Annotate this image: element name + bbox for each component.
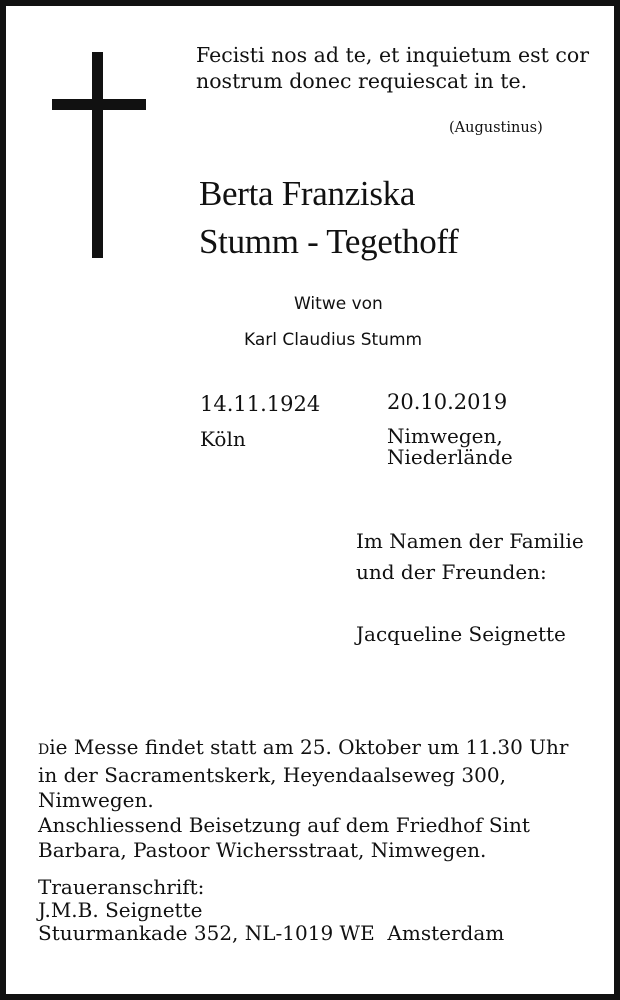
- quote-author: (Augustinus): [449, 120, 543, 136]
- husband-name: Karl Claudius Stumm: [244, 330, 423, 350]
- deceased-name-line2: Stumm - Tegethoff: [199, 222, 459, 261]
- widow-label: Witwe von: [294, 294, 383, 314]
- notice-line1-text: ie Messe findet statt am 25. Oktober um 11.30 Uhr: [49, 735, 569, 759]
- family-line2: und der Freunden:: [356, 560, 547, 584]
- death-place-line1: Nimwegen,: [387, 424, 503, 448]
- mourning-address: [38, 876, 504, 945]
- cross-vertical-bar: [92, 52, 103, 258]
- cross-horizontal-bar: [52, 99, 146, 110]
- funeral-notice: [38, 735, 598, 863]
- quote: [196, 42, 589, 94]
- quote-line: nostrum donec requiescat in te.: [196, 69, 528, 93]
- birth-date: 14.11.1924: [200, 392, 321, 416]
- birth-place: Köln: [200, 427, 246, 451]
- notice-line: Anschliessend Beisetzung auf dem Friedhof Sint: [38, 813, 530, 837]
- death-place: [387, 426, 513, 468]
- notice-line: [38, 735, 598, 763]
- address-street: Stuurmankade 352, NL-1019 WE Amsterdam: [38, 921, 505, 945]
- notice-line: Nimwegen.: [38, 788, 154, 812]
- signatory-name: Jacqueline Seignette: [356, 622, 566, 646]
- quote-line: Fecisti nos ad te, et inquietum est cor: [196, 43, 590, 67]
- notice-initial: D: [38, 742, 50, 758]
- deceased-name: [199, 170, 458, 266]
- address-label: Traueranschrift:: [38, 875, 205, 899]
- death-date: 20.10.2019: [387, 390, 508, 414]
- family-line1: Im Namen der Familie: [356, 529, 584, 553]
- address-name: J.M.B. Seignette: [38, 898, 203, 922]
- family-signoff: [356, 526, 584, 588]
- notice-line: in der Sacramentskerk, Heyendaalseweg 300,: [38, 763, 506, 787]
- deceased-name-line1: Berta Franziska: [199, 174, 416, 213]
- notice-line: Barbara, Pastoor Wichersstraat, Nimwegen.: [38, 838, 487, 862]
- death-place-line2: Niederlände: [387, 445, 513, 469]
